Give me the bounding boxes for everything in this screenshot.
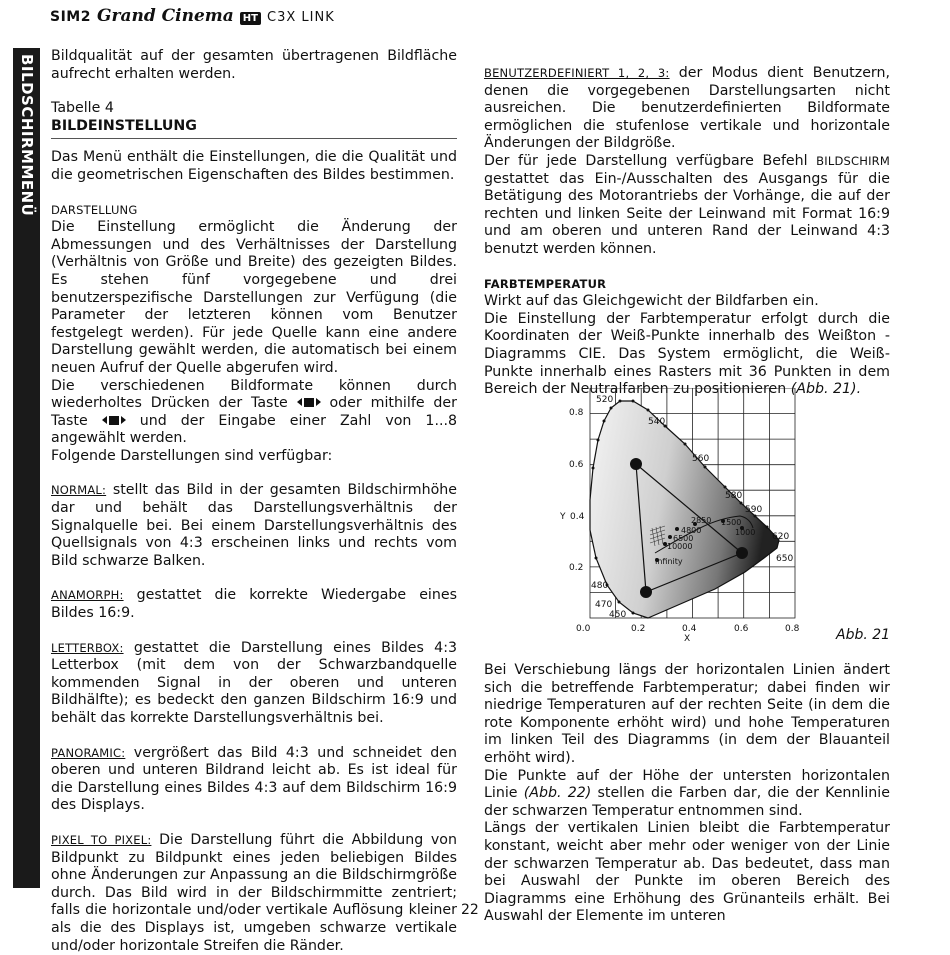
format-normal: NORMAL: stellt das Bild in der gesamten Bildschirmhöhe dar und behält das Darstellungsverhältnis der Signalquelle bei. Bei einem Darstellungsverhältnis des Quellsignals von 4:3 erscheinen links und rechts vom Bild schwarze Balken. <box>51 482 457 569</box>
cie-diagram <box>545 388 895 648</box>
temp-2850: 2850 <box>691 516 712 525</box>
screen-command-text: Der für jede Darstellung verfügbare Befehl BILDSCHIRM gestattet das Ein-/Ausschalten des Ausgangs für die Betätigung des Motorantriebs der Vorhänge, die auf der rechten und linken Seite der Leinwand mit Format 16:9 und am oberen und unteren Rand der Leinwand 4:3 benutzt werden können. <box>484 152 890 257</box>
wl-520: 520 <box>596 395 614 405</box>
wl-580: 580 <box>725 491 743 501</box>
product-badge: HT <box>240 12 261 25</box>
section-heading-darstellung: DARSTELLUNG <box>51 202 138 217</box>
wl-450: 450 <box>609 610 627 620</box>
section-heading-farbtemperatur: FARBTEMPERATUR <box>484 276 607 291</box>
wl-560: 560 <box>692 454 710 464</box>
y-tick-04: 0.4 <box>570 512 585 522</box>
after-text-3: Längs der vertikalen Linien bleibt die Farbtemperatur konstant, weicht aber mehr oder weniger von der Linie der schwarzen Temperatur ab. Das bedeutet, dass man bei Auswahl der Punkte im oberen Bereich des Diagramms eine Erhöhung des Grünanteils erhält. Bei Auswahl der Elemente im unteren <box>484 820 890 925</box>
product-name: Grand Cinema <box>96 6 234 26</box>
farb-text-2: Die Einstellung der Farbtemperatur erfolgt durch die Koordinaten der Weiß-Punkte innerhalb des Weißton - Diagramms CIE. Das System ermöglicht, die Weiß-Punkte innerhalb eines Rasters mit 36 Punkten in dem Bereich der Neutralfarben zu positionieren (Abb. 21). <box>484 310 890 398</box>
format-panoramic: PANORAMIC: vergrößert das Bild 4:3 und schneidet den oberen und unteren Bildrand leicht ab. Es ist ideal für die Darstellung eines Bildes 4:3 auf dem Bildschirm 16:9 des Displays. <box>51 744 457 814</box>
wl-470: 470 <box>595 600 613 610</box>
x-tick-3: 0.6 <box>734 624 749 634</box>
x-tick-4: 0.8 <box>785 624 800 634</box>
brand: SIM2 <box>50 9 91 25</box>
menu-description: Das Menü enthält die Einstellungen, die die Qualität und die geometrischen Eigenschaften des Bildes bestimmen. <box>51 149 457 183</box>
section-sidebar <box>13 48 40 888</box>
after-text-1: Bei Verschiebung längs der horizontalen Linien ändert sich die betreffende Farbtemperatur; dabei finden wir niedrige Temperaturen auf der rechten Seite (in dem die rote Komponente erhöht wird) und hohe Temperaturen im linken Teil des Diagramms (in dem der Blauanteil erhöht wird). <box>484 662 890 766</box>
wl-540: 540 <box>648 417 666 427</box>
blue-primary <box>640 586 652 598</box>
y-tick-08: 0.8 <box>569 408 584 418</box>
red-primary <box>736 547 748 559</box>
section-title: BILDSCHIRMMENÜ <box>18 54 36 217</box>
after-text-2: Die Punkte auf der Höhe der untersten horizontalen Linie (Abb. 22) stellen die Farben dar, die der Kennlinie der schwarzen Temperatur entnommen sind. <box>484 767 890 819</box>
page-number: 22 <box>461 902 479 918</box>
darstellung-text: Die Einstellung ermöglicht die Änderung der Abmessungen und des Verhältnisses der Darstellung (Verhältnis von Größe und Breite) des gezeigten Bildes. Es stehen fünf vorgegebene und drei benutzerspezifische Darstellungen zur Verfügung (die Parameter der letzteren können vom Benutzer festgelegt werden). Für jede Quelle kann eine andere Darstellung gewählt werden, die automatisch bei einem neuen Aufruf der Quelle abgerufen wird. <box>51 219 457 376</box>
wl-590: 590 <box>745 505 763 515</box>
right-column <box>484 65 890 399</box>
table-label: Tabelle 4 <box>51 100 114 117</box>
formats-text: Die verschiedenen Bildformate können durch wiederholtes Drücken der Taste oder mithilfe der Taste und der Eingabe einer Zahl von 1...8 angewählt werden. <box>51 377 458 447</box>
temp-6500: 6500 <box>673 534 694 543</box>
page-header <box>50 6 335 26</box>
temp-infinity: Infinity <box>655 557 683 566</box>
arrow-key-icon <box>297 397 321 408</box>
model-name: C3X LINK <box>267 10 335 25</box>
x-axis-label: X <box>684 634 691 644</box>
format-anamorph: ANAMORPH: gestattet die korrekte Wiedergabe eines Bildes 16:9. <box>51 587 457 622</box>
farb-text-1: Wirkt auf das Gleichgewicht der Bildfarben ein. <box>484 293 819 310</box>
table-title: BILDEINSTELLUNG <box>51 117 197 134</box>
y-axis-label: Y <box>560 512 566 522</box>
temp-1500: 1500 <box>721 518 742 527</box>
intro-text: Bildqualität auf der gesamten übertragenen Bildfläche aufrecht erhalten werden. <box>51 48 457 82</box>
temp-4800: 4800 <box>681 526 702 535</box>
format-user-defined: BENUTZERDEFINIERT 1, 2, 3: der Modus dient Benutzern, denen die vorgegebenen Darstellungsarten nicht ausreichen. Die benutzerdefinierten Bildformate ermöglichen die stufenlose vertikale und horizontale Änderungen der Bildgröße. <box>484 65 891 152</box>
temp-1000: 1000 <box>735 528 756 537</box>
x-tick-0: 0.0 <box>576 624 591 634</box>
divider <box>51 138 457 139</box>
format-pixel-to-pixel: PIXEL TO PIXEL: Die Darstellung führt die Abbildung von Bildpunkt zu Bildpunkt eines jeden beliebigen Bildes ohne Änderungen zur Anpassung an die Bildschirmgröße durch. Das Bild wird in der Bildschirmmitte zentriert; falls die horizontale und/oder vertikale Auflösung kleiner als die des Displays ist, umgeben schwarze vertikale und/oder horizontale Streifen die Ränder. <box>51 831 457 954</box>
y-tick-06: 0.6 <box>569 460 584 470</box>
format-letterbox: LETTERBOX: gestattet die Darstellung eines Bildes 4:3 Letterbox (mit dem von der Schwarzbandquelle kommenden Signal in der oberen und unteren Bildhälfte); es bedeckt den ganzen Bildschirm 16:9 und behält das korrekte Darstellungsverhältnis bei. <box>51 639 457 726</box>
temp-10000: 10000 <box>667 542 693 551</box>
left-column <box>51 48 457 955</box>
formats-intro: Folgende Darstellungen sind verfügbar: <box>51 447 333 464</box>
wl-650: 650 <box>776 554 794 564</box>
y-tick-02: 0.2 <box>569 563 584 573</box>
cie-chart-svg <box>545 388 895 648</box>
wl-480: 480 <box>591 581 609 591</box>
x-tick-2: 0.4 <box>682 624 697 634</box>
wl-620: 620 <box>772 532 790 542</box>
x-tick-1: 0.2 <box>631 624 646 634</box>
figure-caption: Abb. 21 <box>836 627 891 643</box>
green-primary <box>630 458 642 470</box>
right-column-lower <box>484 662 890 926</box>
arrow-key-icon <box>102 415 126 426</box>
